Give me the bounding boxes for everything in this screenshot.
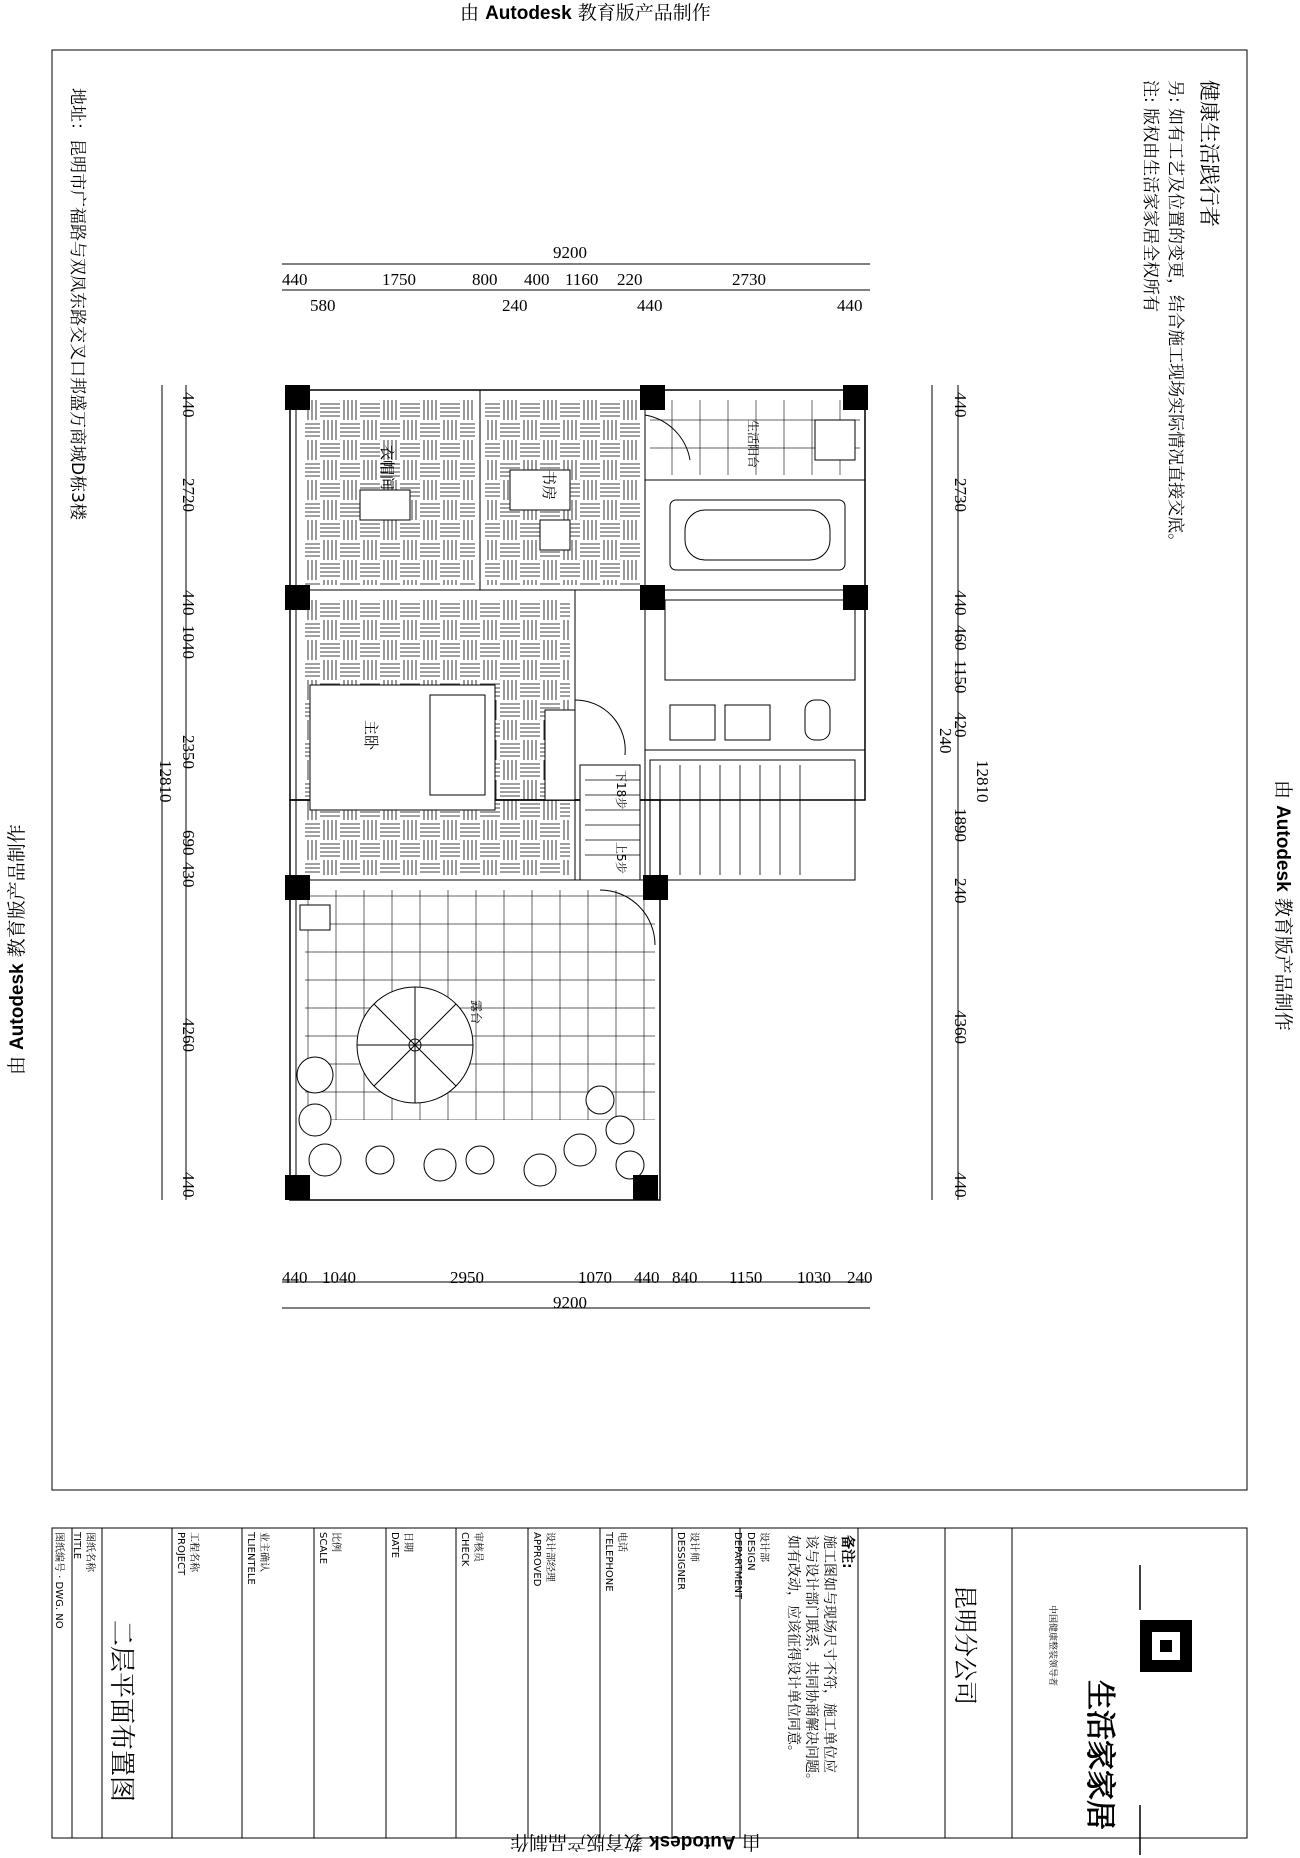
logo-text: 生活家家居 <box>1082 1680 1117 1830</box>
room-label-terrace: 露台 <box>469 1000 483 1025</box>
dim: 840 <box>672 1268 698 1287</box>
dim: 2350 <box>179 735 198 769</box>
dim: 440 <box>951 590 970 616</box>
approved-label-en: APPROVED <box>531 1532 542 1587</box>
department-label-cn: 设计部 <box>758 1532 769 1562</box>
dim: 440 <box>179 392 198 418</box>
address: 地址：昆明市广福路与双凤东路交叉口邦盛万商城D栋3楼 <box>67 88 87 520</box>
check-label <box>458 1532 484 1566</box>
dim: 240 <box>502 296 528 315</box>
dim: 240 <box>936 728 955 754</box>
dim: 440 <box>282 270 308 289</box>
remarks <box>784 1535 856 1787</box>
room-label-stairs-up: 上5步 <box>614 842 628 874</box>
logo-subtitle: 中国健康整装领导者 <box>1047 1605 1057 1687</box>
dim: 220 <box>617 270 643 289</box>
designer-label-en: DESSIGNER <box>675 1532 686 1591</box>
watermark-right: 由 Autodesk 教育版产品制作 <box>1272 780 1294 1031</box>
title-label-en: TITLE <box>71 1532 82 1560</box>
dim-bottom-total: 9200 <box>553 1293 587 1312</box>
check-label-cn: 审核员 <box>472 1532 483 1562</box>
dim: 1160 <box>565 270 599 289</box>
notes-line2 <box>1140 80 1165 312</box>
dim: 1030 <box>797 1268 831 1287</box>
project-label-cn: 工程名称 <box>188 1532 199 1572</box>
dim: 4360 <box>951 1010 970 1044</box>
telephone-label <box>602 1532 628 1592</box>
project-label-en: PROJECT <box>175 1532 186 1576</box>
dim: 1040 <box>322 1268 356 1287</box>
scale-label-en: SCALE <box>317 1532 328 1565</box>
title-label-cn: 图纸名称 <box>84 1532 95 1572</box>
dim: 440 <box>179 590 198 616</box>
department-label-en2: DEPARTMENT <box>732 1532 743 1600</box>
watermark-left: 由 Autodesk 教育版产品制作 <box>6 824 28 1075</box>
client-label <box>244 1532 270 1585</box>
title-label <box>70 1532 96 1572</box>
dim: 1890 <box>951 808 970 842</box>
dim: 440 <box>951 392 970 418</box>
remarks-line3: 如有改动，应该征得设计单位同意。 <box>785 1535 801 1759</box>
dim-left-total: 12810 <box>156 760 175 803</box>
designer-label <box>674 1532 700 1590</box>
dim: 2720 <box>179 478 198 512</box>
dim: 690 <box>179 830 198 856</box>
company-logo <box>1140 1565 1192 1855</box>
dim: 1150 <box>951 660 970 694</box>
room-label-master: 主卧 <box>362 720 380 751</box>
dim: 400 <box>524 270 550 289</box>
dim: 440 <box>179 1172 198 1198</box>
check-label-en: CHECK <box>459 1532 470 1567</box>
dim: 4260 <box>179 1018 198 1052</box>
telephone-label-cn: 电话 <box>616 1532 627 1552</box>
date-label-en: DATE <box>389 1532 400 1559</box>
dim: 440 <box>637 296 663 315</box>
client-label-cn: 业主确认 <box>258 1532 269 1572</box>
dim: 1070 <box>578 1268 612 1287</box>
scale-label-cn: 比例 <box>330 1532 341 1552</box>
dim: 2730 <box>951 478 970 512</box>
date-label-cn: 日期 <box>402 1532 413 1552</box>
department-label <box>731 1532 770 1599</box>
dim: 2730 <box>732 270 766 289</box>
notes-line2-label: 注: <box>1140 80 1160 103</box>
dim: 420 <box>951 712 970 738</box>
dim: 440 <box>837 296 863 315</box>
title-value: 二层平面布置图 <box>106 1620 136 1803</box>
department-label-en1: DESIGN <box>745 1532 756 1571</box>
notes-line1-text: 如有工艺及位置的变更，结合施工现场实际情况直接交底。 <box>1165 108 1185 551</box>
notes-line2-text: 版权由生活家家居全权所有 <box>1140 108 1160 313</box>
remarks-label: 备注: <box>839 1535 855 1569</box>
room-label-study: 书房 <box>540 470 558 501</box>
dim: 1750 <box>382 270 416 289</box>
dim: 240 <box>847 1268 873 1287</box>
dim: 2950 <box>450 1268 484 1287</box>
client-label-en: TLIENTELE <box>245 1532 256 1585</box>
approved-label <box>530 1532 556 1586</box>
dim: 800 <box>472 270 498 289</box>
room-label-laundry: 生活阳台 <box>746 420 760 469</box>
dim: 440 <box>282 1268 308 1287</box>
remarks-line1: 施工图如与现场尺寸不符，施工单位应 <box>821 1535 837 1773</box>
dim-right-total: 12810 <box>973 760 992 803</box>
dim: 1150 <box>729 1268 763 1287</box>
notes-title: 健康生活践行者 <box>1197 80 1221 227</box>
drawing-no-label: 图纸编号 · DWG. NO <box>53 1532 64 1629</box>
telephone-label-en: TELEPHONE <box>603 1532 614 1592</box>
date-label <box>388 1532 414 1558</box>
dim-top-total: 9200 <box>553 243 587 262</box>
room-label-closet: 衣帽间 <box>378 445 396 491</box>
terrace-umbrella <box>357 987 473 1103</box>
dim: 440 <box>951 1172 970 1198</box>
dim: 240 <box>951 878 970 904</box>
branch-name: 昆明分公司 <box>951 1585 979 1705</box>
approved-label-cn: 设计部经理 <box>544 1532 555 1582</box>
dim: 440 <box>634 1268 660 1287</box>
notes-line1-label: 另: <box>1165 80 1185 103</box>
title-block-frame <box>52 1528 1247 1838</box>
dim: 460 <box>951 625 970 651</box>
project-label <box>174 1532 200 1575</box>
watermark-bottom: 由 Autodesk 教育版产品制作 <box>510 1831 761 1853</box>
designer-label-cn: 设计师 <box>688 1532 699 1562</box>
remarks-line2: 该与设计部门联系，共同协商解决问题。 <box>803 1535 819 1787</box>
dim: 430 <box>179 862 198 888</box>
dim: 580 <box>310 296 336 315</box>
watermark-top: 由 Autodesk 教育版产品制作 <box>460 2 711 24</box>
notes-line1 <box>1165 80 1190 550</box>
dim: 1040 <box>179 625 198 659</box>
scale-label <box>316 1532 342 1564</box>
room-label-stairs-down: 下18步 <box>614 770 628 810</box>
